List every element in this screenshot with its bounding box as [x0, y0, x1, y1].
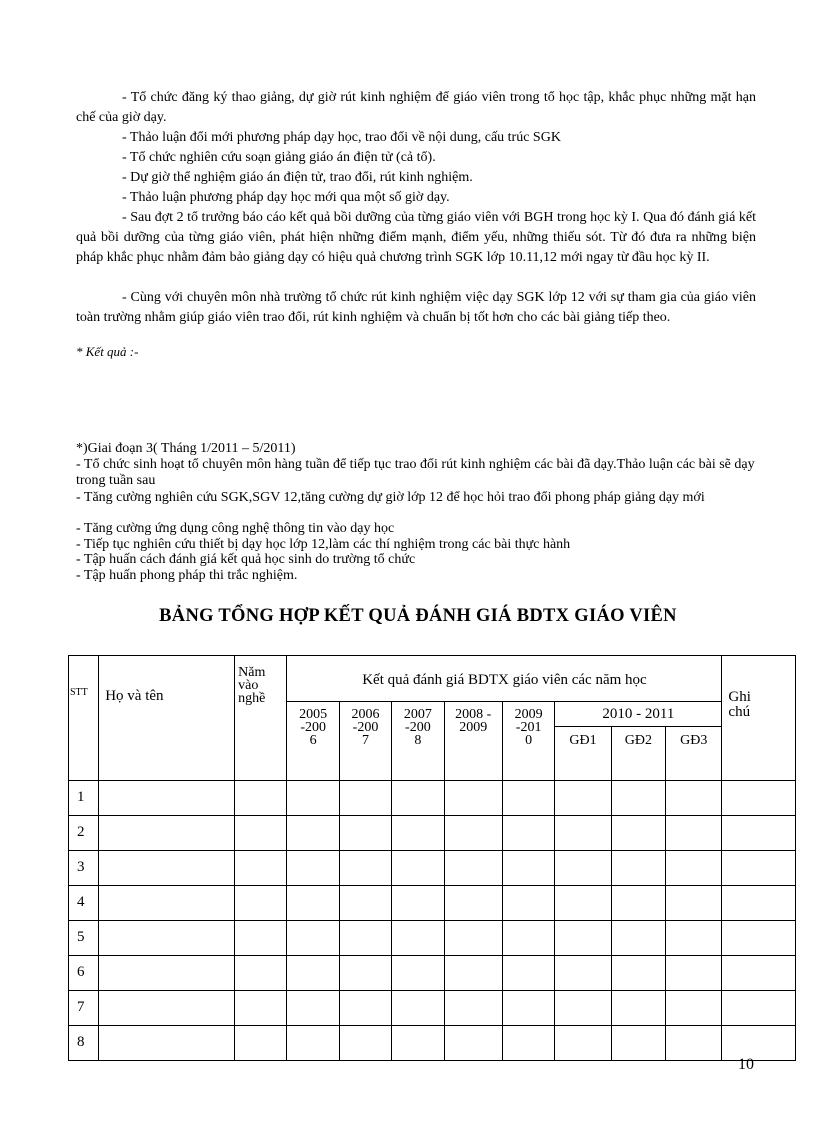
cell: [666, 886, 722, 921]
paragraph-bao-cao: - Sau đợt 2 tổ trưởng báo cáo kết quả bồi dưỡng của từng giáo viên với BGH trong học kỳ I. Qua đó đánh giá kết quả bồi dưỡng của từng giáo viên, phát hiện những điểm mạnh, điểm yếu, những thiếu sót. Từ đó đưa ra những biện pháp khắc phục nhằm đảm bảo giảng dạy có hiệu quả chương trình SGK lớp 10.11,12 mới ngay từ đầu học kỳ II.: [76, 210, 756, 265]
header-year-2006: [339, 702, 391, 781]
table-title: BẢNG TỔNG HỢP KẾT QUẢ ĐÁNH GIÁ BDTX GIÁO VIÊN: [159, 606, 677, 626]
paragraph-rut-kinh-nghiem: - Cùng với chuyên môn nhà trường tổ chức rút kinh nghiệm việc dạy SGK lớp 12 với sự tham gia của giáo viên toàn trường nhằm giúp giáo viên trao đổi, rút kinh nghiệm và chuẩn bị tốt hơn cho các bài giảng tiếp theo.: [76, 290, 756, 325]
cell: [339, 991, 391, 1026]
header-year-start: [235, 656, 287, 781]
table-row: [69, 886, 796, 921]
cell: [235, 991, 287, 1026]
cell: [444, 1026, 502, 1061]
cell: [555, 1026, 611, 1061]
cell: [611, 1026, 665, 1061]
header-year-2007: [392, 702, 444, 781]
cell: [287, 956, 339, 991]
cell: [611, 781, 665, 816]
cell: [611, 956, 665, 991]
cell: [339, 816, 391, 851]
cell: [444, 956, 502, 991]
year-2007-text: 2007-2008: [403, 707, 432, 748]
table-row: [69, 956, 796, 991]
row-number: 6: [69, 956, 99, 991]
results-table: [68, 655, 796, 1061]
cell: [392, 991, 444, 1026]
row-number: 7: [69, 991, 99, 1026]
cell: [611, 991, 665, 1026]
cell: [722, 921, 796, 956]
cell: [339, 1026, 391, 1061]
cell: [392, 851, 444, 886]
header-stt: STT: [69, 656, 99, 781]
cell: [99, 1026, 235, 1061]
header-year-2008: [444, 702, 502, 781]
header-results: Kết quả đánh giá BDTX giáo viên các năm học: [287, 656, 722, 702]
header-phase-2: GĐ2: [611, 727, 665, 781]
cell: [444, 921, 502, 956]
cell: [502, 956, 554, 991]
cell: [392, 956, 444, 991]
paragraph-phuong-phap: - Thảo luận phương pháp dạy học mới qua một số giờ dạy.: [122, 190, 450, 205]
paragraph-du-gio: - Dự giờ thể nghiệm giáo án điện tử, trao đổi, rút kinh nghiệm.: [122, 170, 473, 185]
phase3-heading: *)Giai đoạn 3( Tháng 1/2011 – 5/2011): [76, 441, 296, 456]
cell: [722, 781, 796, 816]
table-row: [69, 1026, 796, 1061]
cell: [666, 781, 722, 816]
cell: [555, 781, 611, 816]
cell: [99, 956, 235, 991]
cell: [99, 886, 235, 921]
cell: [392, 1026, 444, 1061]
cell: [555, 991, 611, 1026]
phase3-item: - Tổ chức sinh hoạt tổ chuyên môn hàng tuần để tiếp tục trao đổi rút kinh nghiệm các bài đã dạy.Thảo luận các bài sẽ dạy trong tuần sau: [76, 457, 755, 488]
cell: [235, 956, 287, 991]
cell: [555, 921, 611, 956]
phase3-item: - Tiếp tục nghiên cứu thiết bị dạy học lớp 12,làm các thí nghiệm trong các bài thực hành: [76, 537, 571, 552]
phase3-item: - Tập huấn phong pháp thi trắc nghiệm.: [76, 568, 298, 583]
cell: [392, 921, 444, 956]
paragraph-doi-moi: - Thảo luận đổi mới phương pháp dạy học, trao đổi về nội dung, cấu trúc SGK: [122, 130, 561, 145]
cell: [287, 886, 339, 921]
cell: [502, 886, 554, 921]
cell: [339, 886, 391, 921]
cell: [287, 991, 339, 1026]
cell: [666, 956, 722, 991]
paragraph-giao-an: - Tổ chức nghiên cứu soạn giảng giáo án điện tử (cả tổ).: [122, 150, 436, 165]
table-row: [69, 921, 796, 956]
year-2005-text: 2005-2006: [299, 707, 328, 748]
cell: [287, 781, 339, 816]
header-phase-1: GĐ1: [555, 727, 611, 781]
cell: [235, 781, 287, 816]
header-phase-3: GĐ3: [666, 727, 722, 781]
cell: [722, 991, 796, 1026]
cell: [666, 1026, 722, 1061]
cell: [235, 851, 287, 886]
cell: [99, 921, 235, 956]
cell: [99, 781, 235, 816]
cell: [722, 816, 796, 851]
cell: [555, 851, 611, 886]
cell: [339, 956, 391, 991]
cell: [722, 956, 796, 991]
cell: [339, 851, 391, 886]
cell: [235, 921, 287, 956]
cell: [611, 921, 665, 956]
header-year-2010: 2010 - 2011: [555, 702, 722, 727]
cell: [287, 1026, 339, 1061]
row-number: 5: [69, 921, 99, 956]
cell: [666, 816, 722, 851]
header-year-2005: [287, 702, 339, 781]
cell: [444, 991, 502, 1026]
page-number: 10: [738, 1056, 754, 1073]
cell: [339, 921, 391, 956]
cell: [502, 816, 554, 851]
row-number: 8: [69, 1026, 99, 1061]
cell: [287, 851, 339, 886]
cell: [502, 1026, 554, 1061]
table-row: [69, 781, 796, 816]
cell: [611, 816, 665, 851]
cell: [235, 816, 287, 851]
cell: [99, 991, 235, 1026]
cell: [555, 956, 611, 991]
phase3-item: - Tăng cường nghiên cứu SGK,SGV 12,tăng cường dự giờ lớp 12 để học hỏi trao đổi phong pháp giảng dạy mới: [76, 490, 705, 505]
cell: [339, 781, 391, 816]
cell: [235, 1026, 287, 1061]
cell: [722, 851, 796, 886]
phase3-item: - Tập huấn cách đánh giá kết quả học sinh do trường tổ chức: [76, 552, 416, 567]
cell: [502, 921, 554, 956]
table-row: [69, 816, 796, 851]
header-name-text: Họ và tên: [105, 688, 164, 704]
cell: [555, 886, 611, 921]
cell: [392, 886, 444, 921]
cell: [666, 851, 722, 886]
cell: [287, 921, 339, 956]
year-2009-text: 2009-2010: [514, 707, 543, 748]
cell: [444, 886, 502, 921]
phase3-item: - Tăng cường ứng dụng công nghệ thông tin vào dạy học: [76, 521, 395, 536]
cell: [722, 886, 796, 921]
cell: [502, 851, 554, 886]
cell: [666, 921, 722, 956]
cell: [502, 781, 554, 816]
cell: [502, 991, 554, 1026]
row-number: 3: [69, 851, 99, 886]
cell: [611, 851, 665, 886]
header-year-start-text: Năm vào nghề: [238, 665, 266, 706]
cell: [611, 886, 665, 921]
row-number: 1: [69, 781, 99, 816]
cell: [99, 816, 235, 851]
row-number: 2: [69, 816, 99, 851]
cell: [722, 1026, 796, 1061]
cell: [444, 851, 502, 886]
year-2006-text: 2006-2007: [351, 707, 380, 748]
cell: [666, 991, 722, 1026]
cell: [235, 886, 287, 921]
cell: [99, 851, 235, 886]
table-row: [69, 851, 796, 886]
paragraph-thao-giang: - Tổ chức đăng ký thao giảng, dự giờ rút kinh nghiệm để giáo viên trong tổ học tập, khắc phục những mặt hạn chế của giờ dạy.: [76, 90, 756, 125]
row-number: 4: [69, 886, 99, 921]
table-row: [69, 991, 796, 1026]
cell: [287, 816, 339, 851]
header-name: [99, 656, 235, 781]
year-2008-text: 2008 - 2009: [455, 707, 492, 735]
header-note: [722, 656, 796, 781]
ket-qua-label: * Kết quả :-: [76, 344, 139, 359]
cell: [392, 781, 444, 816]
header-note-text: Ghi chú: [728, 689, 751, 720]
cell: [555, 816, 611, 851]
cell: [444, 781, 502, 816]
cell: [444, 816, 502, 851]
header-year-2009: [502, 702, 554, 781]
cell: [392, 816, 444, 851]
